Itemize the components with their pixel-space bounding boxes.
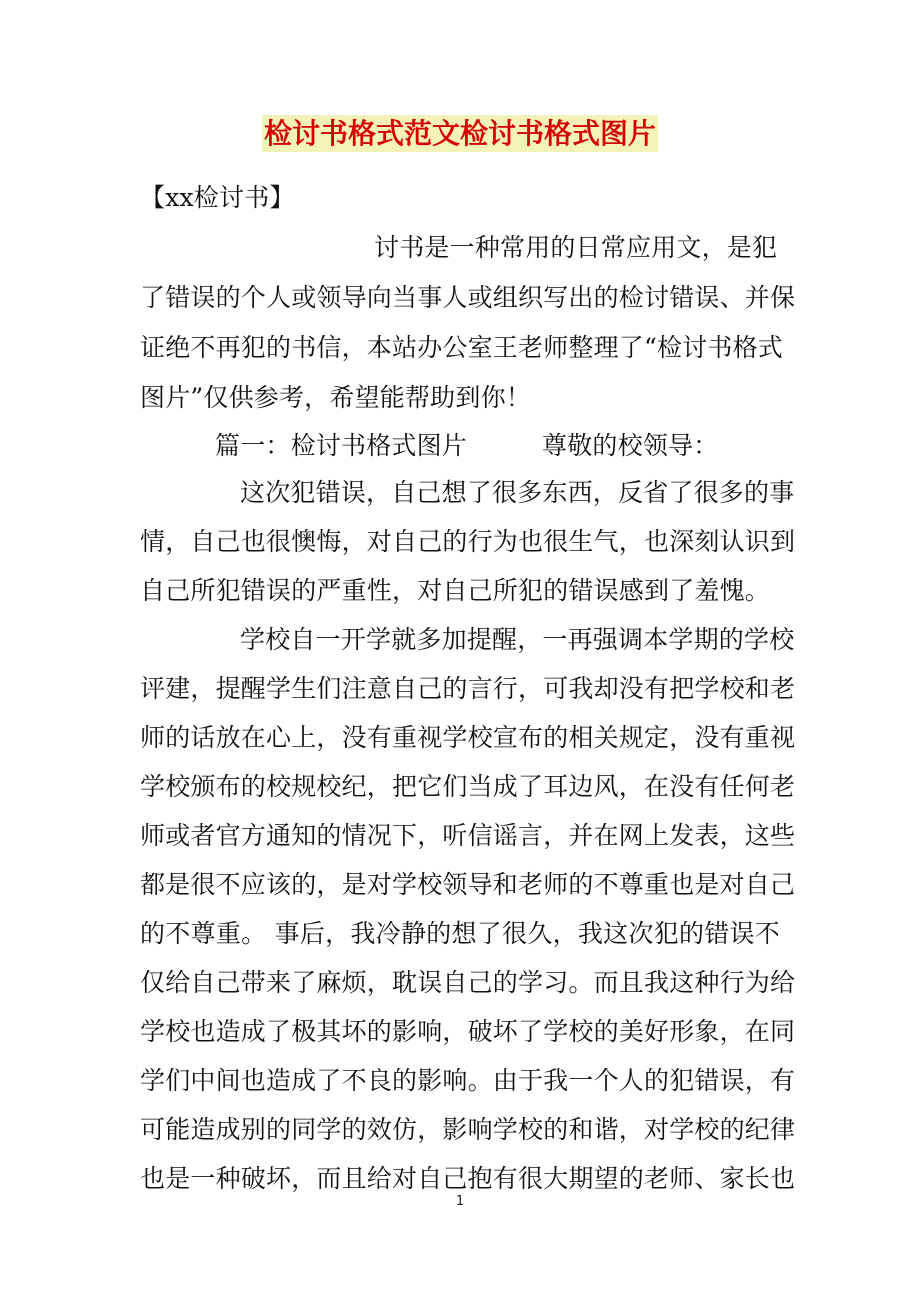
section-heading: 【xx检讨书】 xyxy=(140,183,295,212)
paragraph-line: 学们中间也造成了不良的影响。由于我一个人的犯错误，有 xyxy=(140,1066,796,1095)
paragraph-line: 师的话放在心上，没有重视学校宣布的相关规定，没有重视 xyxy=(140,723,796,752)
paragraph-line: 也是一种破坏，而且给对自己抱有很大期望的老师、家长也 xyxy=(140,1164,796,1193)
paragraph-line: 学校也造成了极其坏的影响，破坏了学校的美好形象，在同 xyxy=(140,1017,796,1046)
paragraph-line: 情，自己也很懊悔，对自己的行为也很生气，也深刻认识到 xyxy=(140,527,796,556)
salutation: 尊敬的校领导： xyxy=(542,431,719,460)
subheading-line xyxy=(215,431,718,461)
document-title-text: 检讨书格式范文检讨书格式图片 xyxy=(263,117,656,150)
paragraph-line: 了错误的个人或领导向当事人或组织写出的检讨错误、并保 xyxy=(140,283,796,312)
paragraph-line: 都是很不应该的，是对学校领导和老师的不尊重也是对自己 xyxy=(140,870,796,899)
document-title xyxy=(0,110,920,158)
paragraph-line: 学校颁布的校规校纪，把它们当成了耳边风，在没有任何老 xyxy=(140,772,796,801)
paragraph-line: 证绝不再犯的书信，本站办公室王老师整理了“检讨书格式 xyxy=(140,333,783,362)
paragraph-line: 可能造成别的同学的效仿，影响学校的和谐，对学校的纪律 xyxy=(140,1115,796,1144)
paragraph-line: 这次犯错误，自己想了很多东西，反省了很多的事 xyxy=(240,478,795,507)
paragraph-line: 自己所犯错误的严重性，对自己所犯的错误感到了羞愧。 xyxy=(140,576,771,605)
paragraph-line: 图片”仅供参考，希望能帮助到你！ xyxy=(140,383,531,412)
paragraph-line: 评建，提醒学生们注意自己的言行，可我却没有把学校和老 xyxy=(140,674,796,703)
paragraph-line: 师或者官方通知的情况下，听信谣言，并在网上发表，这些 xyxy=(140,821,796,850)
page-number: 1 xyxy=(455,1194,465,1209)
paragraph-line: 学校自一开学就多加提醒，一再强调本学期的学校 xyxy=(240,625,795,654)
paragraph-line: 的不尊重。 事后，我冷静的想了很久，我这次犯的错误不 xyxy=(140,919,780,948)
paragraph-line: 讨书是一种常用的日常应用文，是犯 xyxy=(374,233,778,262)
paragraph-line: 仅给自己带来了麻烦，耽误自己的学习。而且我这种行为给 xyxy=(140,968,796,997)
subheading-title: 篇一：检讨书格式图片 xyxy=(215,431,468,460)
